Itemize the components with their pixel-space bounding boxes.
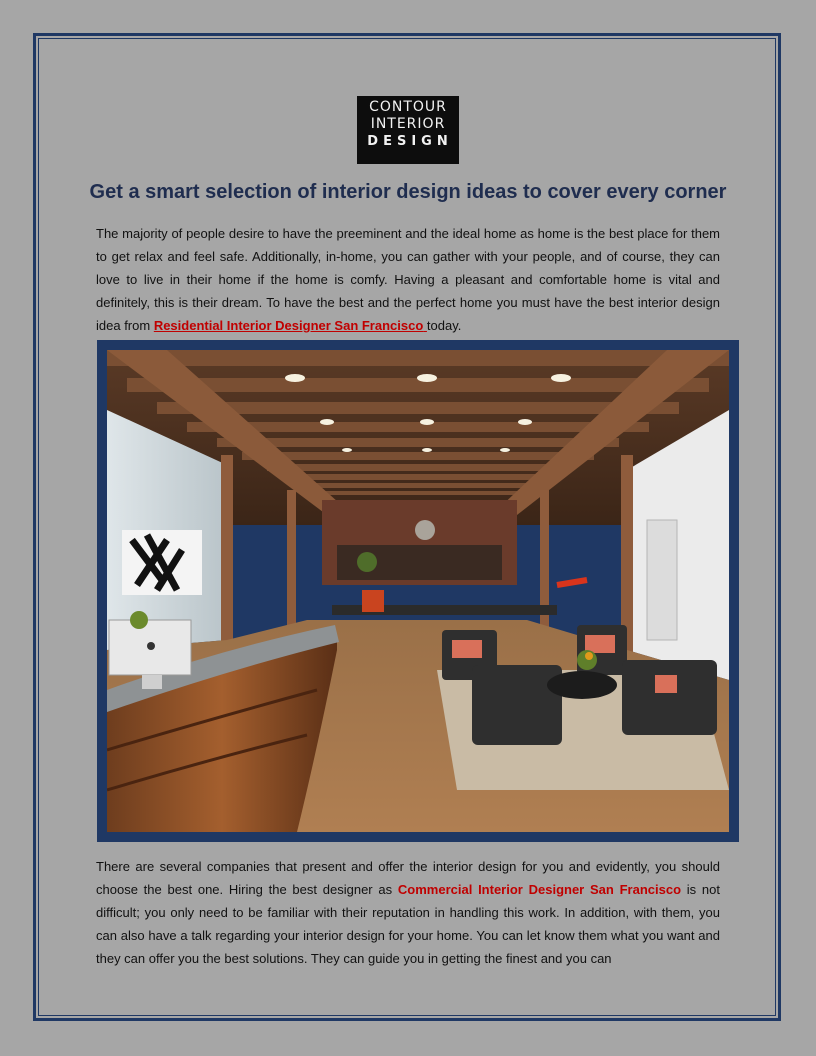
commercial-designer-link[interactable]: Commercial Interior Designer San Francisco bbox=[397, 882, 682, 897]
residential-designer-link-text: Residential Interior Designer San Francisco bbox=[153, 318, 424, 333]
body-text-start: There are several companies that present and offer the interior design for you and evidently, you should choose the best one. Hiring the best designer as bbox=[96, 859, 720, 897]
body-text-end: is not difficult; you only need to be familiar with their reputation in handling this work. In addition, with them, you can also have a talk regarding your interior design for your home. You can let know them what you want and they can offer you the best solutions. They can guide you in getting the finest and you can bbox=[96, 882, 720, 966]
intro-paragraph bbox=[96, 222, 720, 337]
page-title: Get a smart selection of interior design ideas to cover every corner bbox=[89, 181, 727, 203]
logo-line-2: INTERIOR bbox=[370, 116, 446, 132]
interior-photo-frame bbox=[97, 340, 739, 842]
intro-text-end: today. bbox=[426, 318, 462, 333]
logo-line-1: CONTOUR bbox=[369, 99, 447, 115]
body-paragraph bbox=[96, 855, 720, 970]
logo-line-3: DESIGN bbox=[367, 134, 453, 149]
contour-interior-design-logo bbox=[357, 96, 459, 164]
office-interior-photo bbox=[107, 350, 729, 832]
intro-text: The majority of people desire to have the preeminent and the ideal home as home is the best place for them to get relax and feel safe. Additionally, in-home, you can gather with your people, and of course, they can love to live in their home if the home is comfy. Having a pleasant and comfortable home is vital and definitely, this is their dream. To have the best and the perfect home you must have the best interior design idea from bbox=[96, 226, 720, 333]
residential-designer-link[interactable] bbox=[154, 318, 427, 333]
